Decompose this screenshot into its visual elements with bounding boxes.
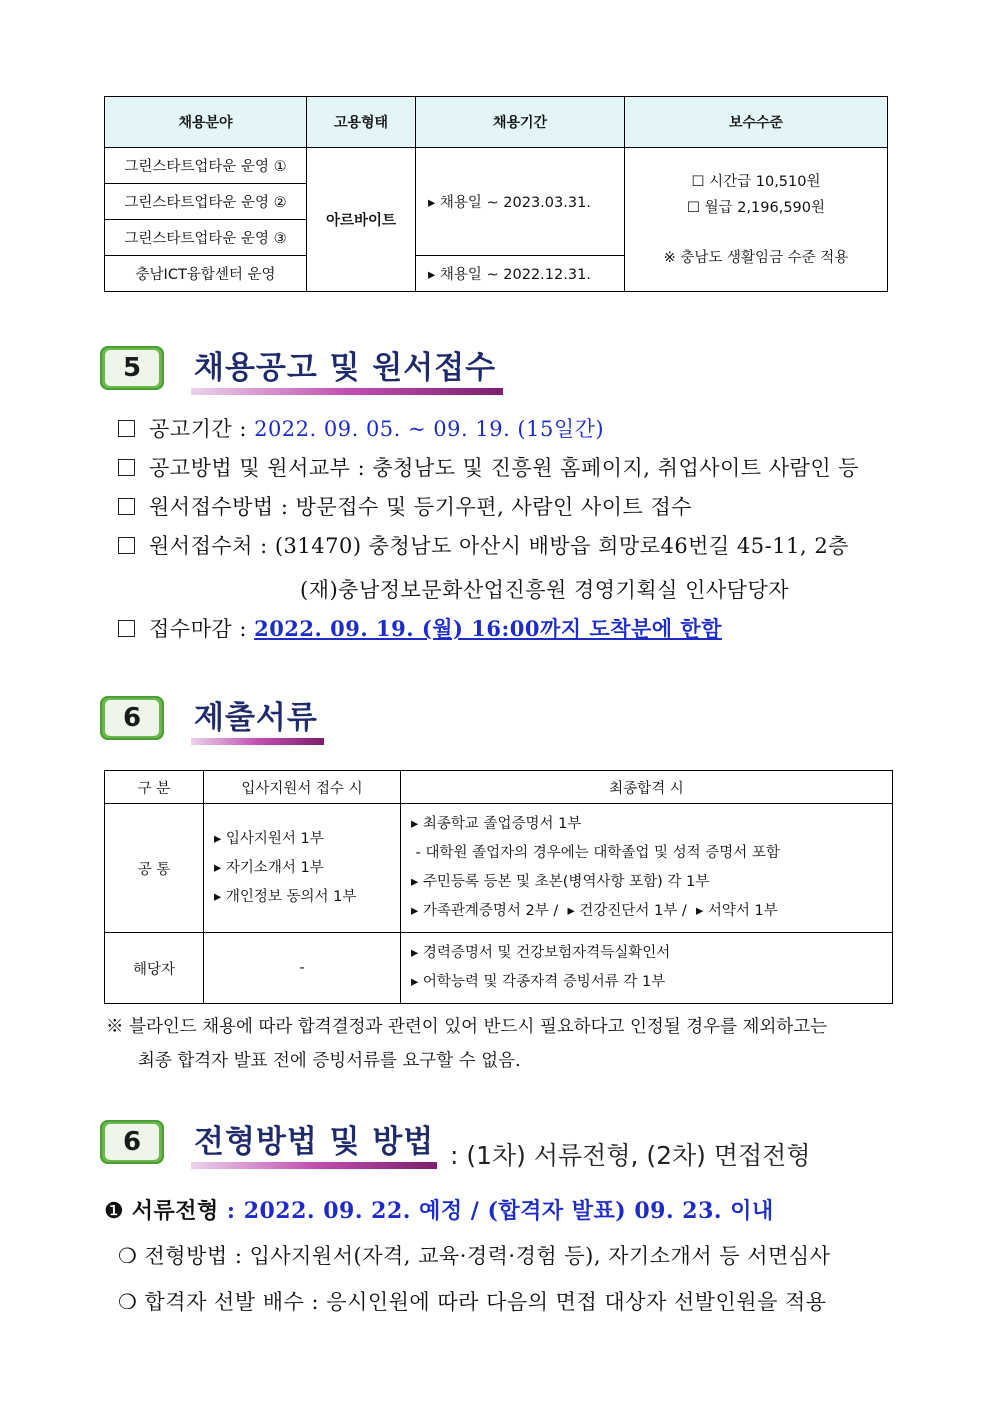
title-underline <box>191 738 324 745</box>
employment-type-cell: 아르바이트 <box>307 148 416 292</box>
checkbox-icon <box>118 459 135 476</box>
section-title: 제출서류 <box>194 700 318 736</box>
step1-method: ❍ 전형방법 : 입사지원서(자격, 교육·경력·경험 등), 자기소개서 등 서면심사 <box>118 1244 831 1268</box>
apply-docs: ▸ 입사지원서 1부 ▸ 자기소개서 1부 ▸ 개인정보 동의서 1부 <box>204 804 401 933</box>
header-field: 채용분야 <box>105 97 307 148</box>
application-deadline: 접수마감 : 2022. 09. 19. (월) 16:00까지 도착분에 한함 <box>118 613 722 643</box>
application-address: 원서접수처 : (31470) 충청남도 아산시 배방읍 희망로46번길 45-11, 2층 <box>118 530 849 560</box>
blind-note: ※ 블라인드 채용에 따라 합격결정과 관련이 있어 반드시 필요하다고 인정될 경우를 제외하고는 <box>106 1017 828 1037</box>
section-subtitle: : (1차) 서류전형, (2차) 면접전형 <box>450 1141 811 1170</box>
period-cell: ▸ 채용일 ~ 2022.12.31. <box>416 256 625 292</box>
pay-hourly: ☐ 시간급 10,510원 <box>691 173 821 190</box>
section-title: 전형방법 및 방법 <box>194 1124 435 1160</box>
pay-monthly: ☐ 월급 2,196,590원 <box>686 199 826 216</box>
section-number-badge: 6 <box>100 696 164 740</box>
pay-cell <box>625 148 888 292</box>
notice-period: 공고기간 : 2022. 09. 05. ~ 09. 19. (15일간) <box>118 413 604 443</box>
final-docs: ▸ 최종학교 졸업증명서 1부 - 대학원 졸업자의 경우에는 대학졸업 및 성적 증명서 포함 ▸ 주민등록 등본 및 초본(병역사항 포함) 각 1부 ▸ 가족관계증명서 2부 / ▸ 건강진단서 1부 / ▸ 서약서 1부 <box>401 804 893 933</box>
recruitment-table <box>104 96 888 292</box>
header-pay: 보수수준 <box>625 97 888 148</box>
field-cell: 충남ICT융합센터 운영 <box>105 256 307 292</box>
checkbox-icon <box>118 420 135 437</box>
pay-note: ※ 충남도 생활임금 수준 적용 <box>663 249 849 266</box>
period-cell: ▸ 채용일 ~ 2023.03.31. <box>416 148 625 256</box>
notice-method: 공고방법 및 원서교부 : 충청남도 및 진흥원 홈페이지, 취업사이트 사람인 등 <box>118 452 859 482</box>
final-docs: ▸ 경력증명서 및 건강보험자격득실확인서 ▸ 어학능력 및 각종자격 증빙서류 각 1부 <box>401 933 893 1004</box>
checkbox-icon <box>118 537 135 554</box>
header-apply: 입사지원서 접수 시 <box>204 771 401 804</box>
field-cell: 그린스타트업타운 운영 ③ <box>105 220 307 256</box>
checkbox-icon <box>118 620 135 637</box>
row-label: 공 통 <box>105 804 204 933</box>
header-period: 채용기간 <box>416 97 625 148</box>
field-cell: 그린스타트업타운 운영 ② <box>105 184 307 220</box>
step1-ratio: ❍ 합격자 선발 배수 : 응시인원에 따라 다음의 면접 대상자 선발인원을 적용 <box>118 1290 827 1314</box>
checkbox-icon <box>118 498 135 515</box>
application-method: 원서접수방법 : 방문접수 및 등기우편, 사람인 사이트 접수 <box>118 491 692 521</box>
application-address-cont: (재)충남정보문화산업진흥원 경영기획실 인사담당자 <box>300 578 790 602</box>
header-employment-type: 고용형태 <box>307 97 416 148</box>
documents-table <box>104 770 893 1004</box>
section-number-badge: 6 <box>100 1120 164 1164</box>
header-final: 최종합격 시 <box>401 771 893 804</box>
step1-heading: ❶ 서류전형 : 2022. 09. 22. 예정 / (합격자 발표) 09. 23. 이내 <box>104 1198 774 1224</box>
title-underline <box>191 1162 437 1169</box>
section-title: 채용공고 및 원서접수 <box>194 350 497 386</box>
section-number-badge: 5 <box>100 346 164 390</box>
blind-note-cont: 최종 합격자 발표 전에 증빙서류를 요구할 수 없음. <box>138 1051 521 1071</box>
header-category: 구 분 <box>105 771 204 804</box>
field-cell: 그린스타트업타운 운영 ① <box>105 148 307 184</box>
title-underline <box>191 388 503 395</box>
apply-docs: - <box>204 933 401 1004</box>
row-label: 해당자 <box>105 933 204 1004</box>
